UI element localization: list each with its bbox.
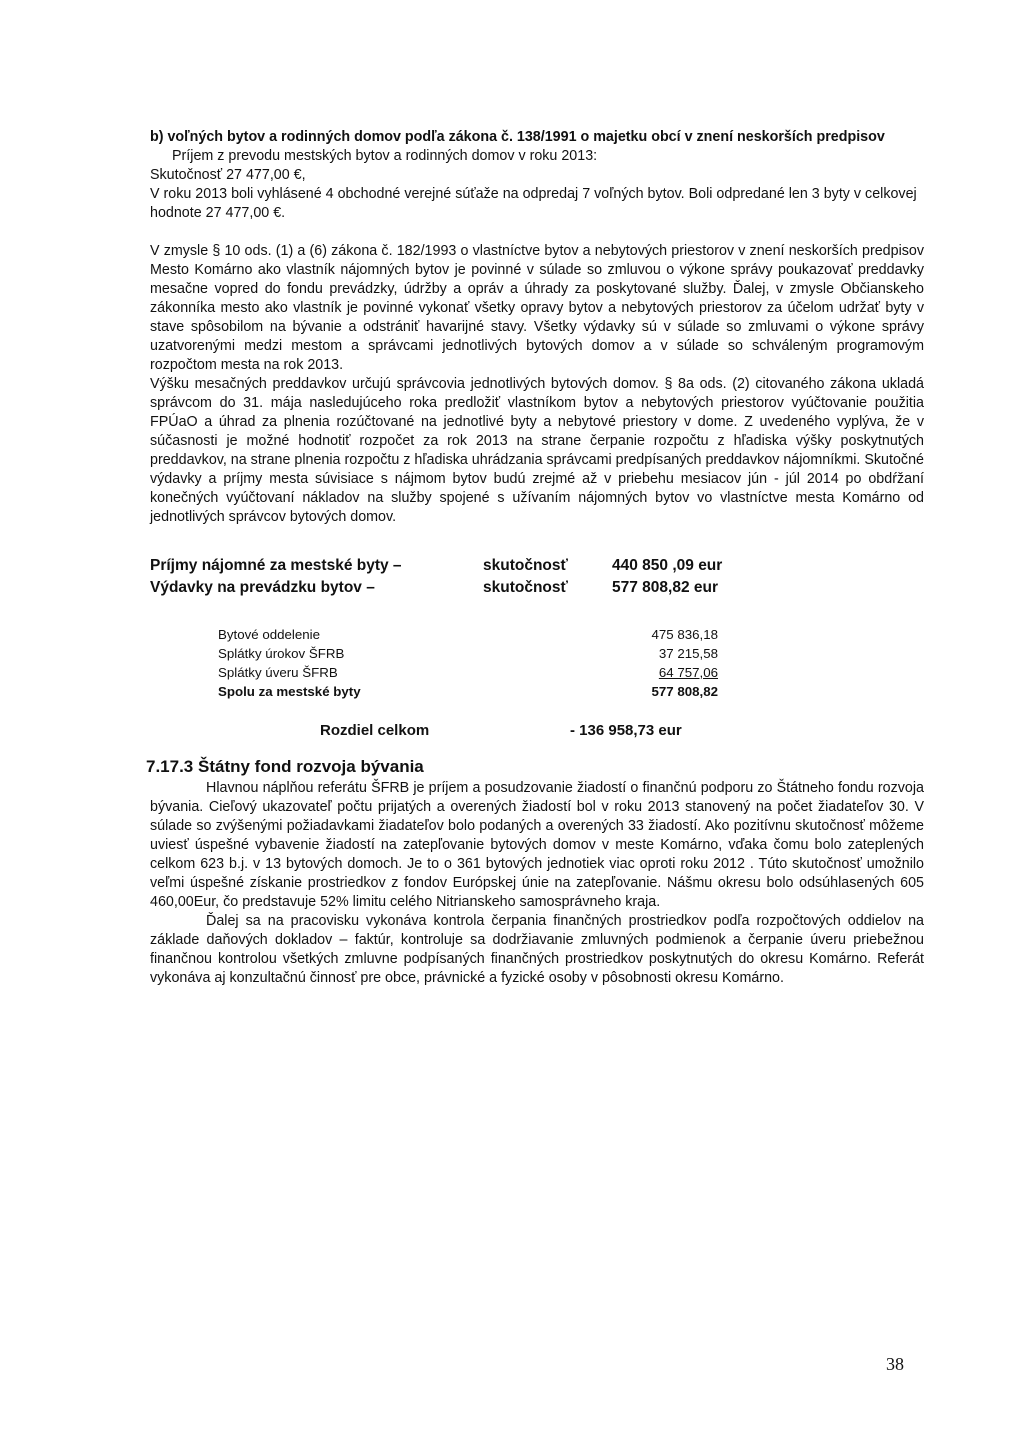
section-b-paragraph: V roku 2013 boli vyhlásené 4 obchodné verejné súťaže na odpredaj 7 voľných bytov. Boli odpredané len 3 byty v celkovej hodnote 27 477,00 €.	[150, 186, 917, 221]
spacer	[150, 527, 924, 555]
spacer	[150, 743, 924, 755]
spacer	[150, 599, 924, 625]
main-paragraph: V zmysle § 10 ods. (1) a (6) zákona č. 182/1993 o vlastníctve bytov a nebytových priestorov v znení neskorších predpisov Mesto Komárno ako vlastník nájomných bytov je povinné v súlade so zmluvou o výkone správy poukazovať preddavky mesačne vopred do fondu prevádzky, údržby a opráv a úhrady za poskytované služby. Ďalej, v zmysle Občianskeho zákonníka mesto ako vlastník je povinné vykonať všetky opravy bytov a nebytových priestorov za účelom udržať byty v stave spôsobilom na bývanie a odstrániť havarijné stavy. Všetky výdavky sú v súlade so zmluvami o výkone správy uzatvorenými medzi mestom a správcami jednotlivých bytových domov a v súlade so schváleným programovým rozpočtom mesta na rok 2013.	[150, 243, 924, 373]
section-paragraph-1: Hlavnou náplňou referátu ŠFRB je príjem a posudzovanie žiadostí o finančnú podporu zo Štátneho fondu rozvoja bývania. Cieľový ukazovateľ počtu prijatých a overených žiadostí bol v roku 2013 stanovený na počet žiadateľov 30. V súlade so zvýšenými požiadavkami žiadateľov bolo podaných a overených 33 žiadostí. Ako pozitívnu skutočnosť môžeme uviesť úspešné vybavenie žiadostí na zatepľovanie bytových domov v meste Komárno, vďaka čomu bolo zateplených celkom 623 b.j. v 13 bytových domoch. Je to o 361 bytových jednotiek viac oproti roku 2012 . Túto skutočnosť umožnilo veľmi úspešné získanie prostriedkov z fondov Európskej únie na zatepľovanie. Nášmu okresu bolo odsúhlasených 605 460,00Eur, čo predstavuje 52% limitu celého Nitrianskeho samosprávneho kraja.	[150, 780, 924, 910]
difference-value: - 136 958,73 eur	[570, 722, 682, 739]
breakdown-total-label: Spolu za mestské byty	[218, 684, 361, 699]
section-title: 7.17.3 Štátny fond rozvoja bývania	[146, 757, 424, 776]
breakdown-total-row	[218, 682, 924, 701]
summary-kind: skutočnosť	[483, 557, 568, 574]
breakdown-table	[218, 625, 924, 701]
summary-row-income	[150, 555, 924, 577]
breakdown-row	[218, 644, 924, 663]
breakdown-value: 37 215,58	[658, 646, 718, 661]
breakdown-label: Bytové oddelenie	[218, 627, 321, 642]
spacer	[150, 223, 924, 242]
breakdown-label: Splátky úveru ŠFRB	[218, 665, 338, 680]
second-paragraph: Výšku mesačných preddavkov určujú správcovia jednotlivých bytových domov. § 8a ods. (2) citovaného zákona ukladá správcom do 31. mája nasledujúceho roka predložiť vlastníkom bytov a nebytových priestorov vyúčtovanie použitia FPÚaO a úhrad za plnenia rozúčtované na jednotlivé byty a nebytové priestory v dome. Z uvedeného vyplýva, že v súčasnosti je možné hodnotiť rozpočet za rok 2013 na strane čerpanie rozpočtu z hľadiska výšky poskytnutých preddavkov, na strane plnenia rozpočtu z hľadiska uhrádzania správcami predpísaných preddavkov nájomníkmi. Skutočné výdavky a príjmy mesta súvisiace s nájmom bytov budú zrejmé až v priebehu mesiacov jún - júl 2014 po obdŕžaní konečných vyúčtovaní nákladov na služby spojené s užívaním nájomných bytov vo vlastníctve mesta Komárno od jednotlivých správcov bytových domov.	[150, 376, 924, 525]
summary-label: Výdavky na prevádzku bytov –	[150, 579, 375, 596]
section-b-line1: Príjem z prevodu mestských bytov a rodinných domov v roku 2013:	[172, 148, 598, 164]
section-b-line2: Skutočnosť 27 477,00 €,	[150, 167, 306, 183]
summary-kind: skutočnosť	[483, 579, 568, 596]
breakdown-value: 475 836,18	[651, 627, 718, 642]
spacer	[150, 701, 924, 719]
summary-row-expense	[150, 577, 924, 599]
section-paragraph-2: Ďalej sa na pracovisku vykonáva kontrola čerpania finančných prostriedkov podľa rozpočtových oddielov na základe daňových dokladov – faktúr, kontroluje sa dodržiavanie zmluvných podmienok a čerpanie úveru priebežnou finančnou kontrolou všetkých zmluvne podpísaných finančných prostriedkov poskytnutých do okresu Komárno. Referát vykonáva aj konzultačnú činnosť pre obce, právnické a fyzické osoby v pôsobnosti okresu Komárno.	[150, 913, 924, 986]
difference-label: Rozdiel celkom	[320, 722, 430, 739]
summary-value: 440 850 ,09 eur	[612, 557, 723, 574]
breakdown-label: Splátky úrokov ŠFRB	[218, 646, 345, 661]
section-b-heading: b) voľných bytov a rodinných domov podľa zákona č. 138/1991 o majetku obcí v znení neskorších predpisov	[150, 129, 885, 145]
breakdown-total-value: 577 808,82	[651, 684, 718, 699]
breakdown-row	[218, 625, 924, 644]
summary-value: 577 808,82 eur	[612, 579, 719, 596]
difference-row	[150, 719, 924, 743]
breakdown-row	[218, 663, 924, 682]
breakdown-value: 64 757,06	[658, 665, 718, 680]
page-content	[146, 128, 924, 988]
page-number: 38	[886, 1354, 904, 1374]
summary-label: Príjmy nájomné za mestské byty –	[150, 557, 402, 574]
